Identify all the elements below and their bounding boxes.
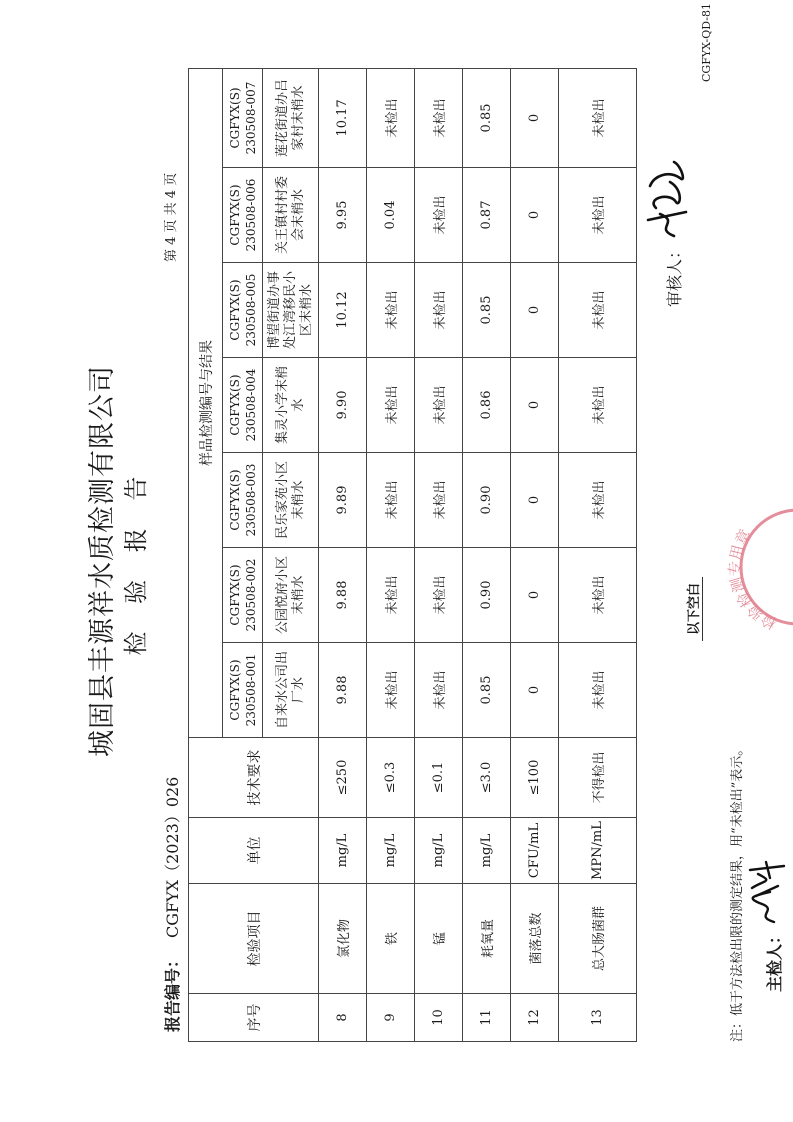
row-unit: mg/L (463, 818, 511, 884)
result-cell: 0 (511, 168, 559, 263)
svg-text:检验检测专用章 (726, 526, 780, 632)
result-cell: 0 (511, 453, 559, 548)
result-cell: 0 (511, 358, 559, 453)
result-cell: 未检出 (415, 168, 463, 263)
sample-code: CGFYX(S) 230508-002 (223, 548, 263, 643)
official-seal (720, 502, 793, 632)
header-row-group (189, 68, 223, 1041)
row-item: 锰 (415, 884, 463, 994)
form-code: CGFYX-QD-81 (700, 2, 713, 82)
report-number-label: 报告编号： (163, 951, 182, 1032)
row-requirement: ≤100 (511, 738, 559, 818)
sample-name: 公园悦府小区 末梢水 (263, 548, 319, 643)
sample-name: 集灵小学末梢 水 (263, 358, 319, 453)
result-cell: 未检出 (415, 548, 463, 643)
row-no: 12 (511, 994, 559, 1042)
row-no: 10 (415, 994, 463, 1042)
row-requirement: ≤0.3 (367, 738, 415, 818)
result-cell: 未检出 (559, 643, 637, 738)
result-cell: 未检出 (415, 453, 463, 548)
sample-name: 自来水公司出 厂水 (263, 643, 319, 738)
result-cell: 未检出 (559, 548, 637, 643)
result-cell: 0.85 (463, 643, 511, 738)
report-title: 检 验 报 告 (122, 466, 150, 656)
result-cell: 未检出 (559, 358, 637, 453)
report-number (160, 777, 183, 1032)
result-cell: 0.90 (463, 548, 511, 643)
chief-inspector-signature (744, 856, 788, 926)
table-row (367, 68, 415, 1041)
result-cell: 未检出 (559, 68, 637, 167)
table-row (559, 68, 637, 1041)
report-number-value: CGFYX（2023）026 (163, 776, 182, 938)
result-cell: 未检出 (367, 548, 415, 643)
result-cell: 未检出 (559, 263, 637, 358)
header-requirement: 技术要求 (189, 738, 319, 818)
header-group: 样品检测编号与结果 (189, 68, 223, 737)
result-cell: 未检出 (367, 358, 415, 453)
sample-code: CGFYX(S) 230508-005 (223, 263, 263, 358)
row-unit: mg/L (415, 818, 463, 884)
sample-name: 关王镇村村委 会末梢水 (263, 168, 319, 263)
row-no: 11 (463, 994, 511, 1042)
result-cell: 未检出 (367, 68, 415, 167)
sample-code: CGFYX(S) 230508-007 (223, 68, 263, 167)
header-item: 检验项目 (189, 884, 319, 994)
result-cell: 0 (511, 263, 559, 358)
blank-below-note: 以下空白 (683, 577, 703, 641)
result-cell: 9.88 (319, 643, 367, 738)
sample-name: 民乐家苑小区 末梢水 (263, 453, 319, 548)
result-cell: 未检出 (415, 68, 463, 167)
row-no: 13 (559, 994, 637, 1042)
row-requirement: ≤3.0 (463, 738, 511, 818)
row-item: 总大肠菌群 (559, 884, 637, 994)
result-cell: 0 (511, 548, 559, 643)
row-unit: CFU/mL (511, 818, 559, 884)
reviewer-signature (640, 158, 692, 242)
result-cell: 未检出 (415, 358, 463, 453)
result-cell: 9.88 (319, 548, 367, 643)
result-cell: 未检出 (415, 643, 463, 738)
header-unit: 单位 (189, 818, 319, 884)
sample-code: CGFYX(S) 230508-004 (223, 358, 263, 453)
result-cell: 未检出 (559, 168, 637, 263)
row-requirement: ≤250 (319, 738, 367, 818)
table-row (415, 68, 463, 1041)
table-row (319, 68, 367, 1041)
results-table (188, 68, 637, 1042)
sample-name: 莲花街道办吕 家村末梢水 (263, 68, 319, 167)
result-cell: 未检出 (559, 453, 637, 548)
sample-code: CGFYX(S) 230508-001 (223, 643, 263, 738)
row-item: 铁 (367, 884, 415, 994)
row-item: 菌落总数 (511, 884, 559, 994)
row-item: 氯化物 (319, 884, 367, 994)
result-cell: 0.04 (367, 168, 415, 263)
sample-name: 博望街道办事 处江湾移民小 区末梢水 (263, 263, 319, 358)
sample-code: CGFYX(S) 230508-006 (223, 168, 263, 263)
row-item: 耗氧量 (463, 884, 511, 994)
result-cell: 0.90 (463, 453, 511, 548)
seal-text: 检验检测专用章 (725, 526, 780, 633)
result-cell: 10.17 (319, 68, 367, 167)
result-cell: 未检出 (367, 643, 415, 738)
row-unit: MPN/mL (559, 818, 637, 884)
result-cell: 9.90 (319, 358, 367, 453)
chief-inspector-label: 主检人： (765, 927, 784, 992)
company-title: 城固县丰源祥水质检测有限公司 (87, 365, 118, 757)
result-cell: 未检出 (367, 263, 415, 358)
row-no: 9 (367, 994, 415, 1042)
result-cell: 0 (511, 643, 559, 738)
row-requirement: 不得检出 (559, 738, 637, 818)
table-row (511, 68, 559, 1041)
result-cell: 0.85 (463, 263, 511, 358)
result-cell: 0.86 (463, 358, 511, 453)
row-unit: mg/L (367, 818, 415, 884)
row-no: 8 (319, 994, 367, 1042)
reviewer-label: 审核人： (665, 242, 684, 307)
result-cell: 未检出 (367, 453, 415, 548)
header-no: 序号 (189, 994, 319, 1042)
result-cell: 0.87 (463, 168, 511, 263)
result-cell: 10.12 (319, 263, 367, 358)
row-unit: mg/L (319, 818, 367, 884)
footnote: 注：低于方法检出限的测定结果，用“未检出”表示。 (730, 742, 745, 1042)
page-info: 第 4 页 共 4 页 (164, 172, 179, 262)
result-cell: 0 (511, 68, 559, 167)
sample-code: CGFYX(S) 230508-003 (223, 453, 263, 548)
result-cell: 未检出 (415, 263, 463, 358)
row-requirement: ≤0.1 (415, 738, 463, 818)
result-cell: 9.89 (319, 453, 367, 548)
table-row (463, 68, 511, 1041)
result-cell: 0.85 (463, 68, 511, 167)
result-cell: 9.95 (319, 168, 367, 263)
